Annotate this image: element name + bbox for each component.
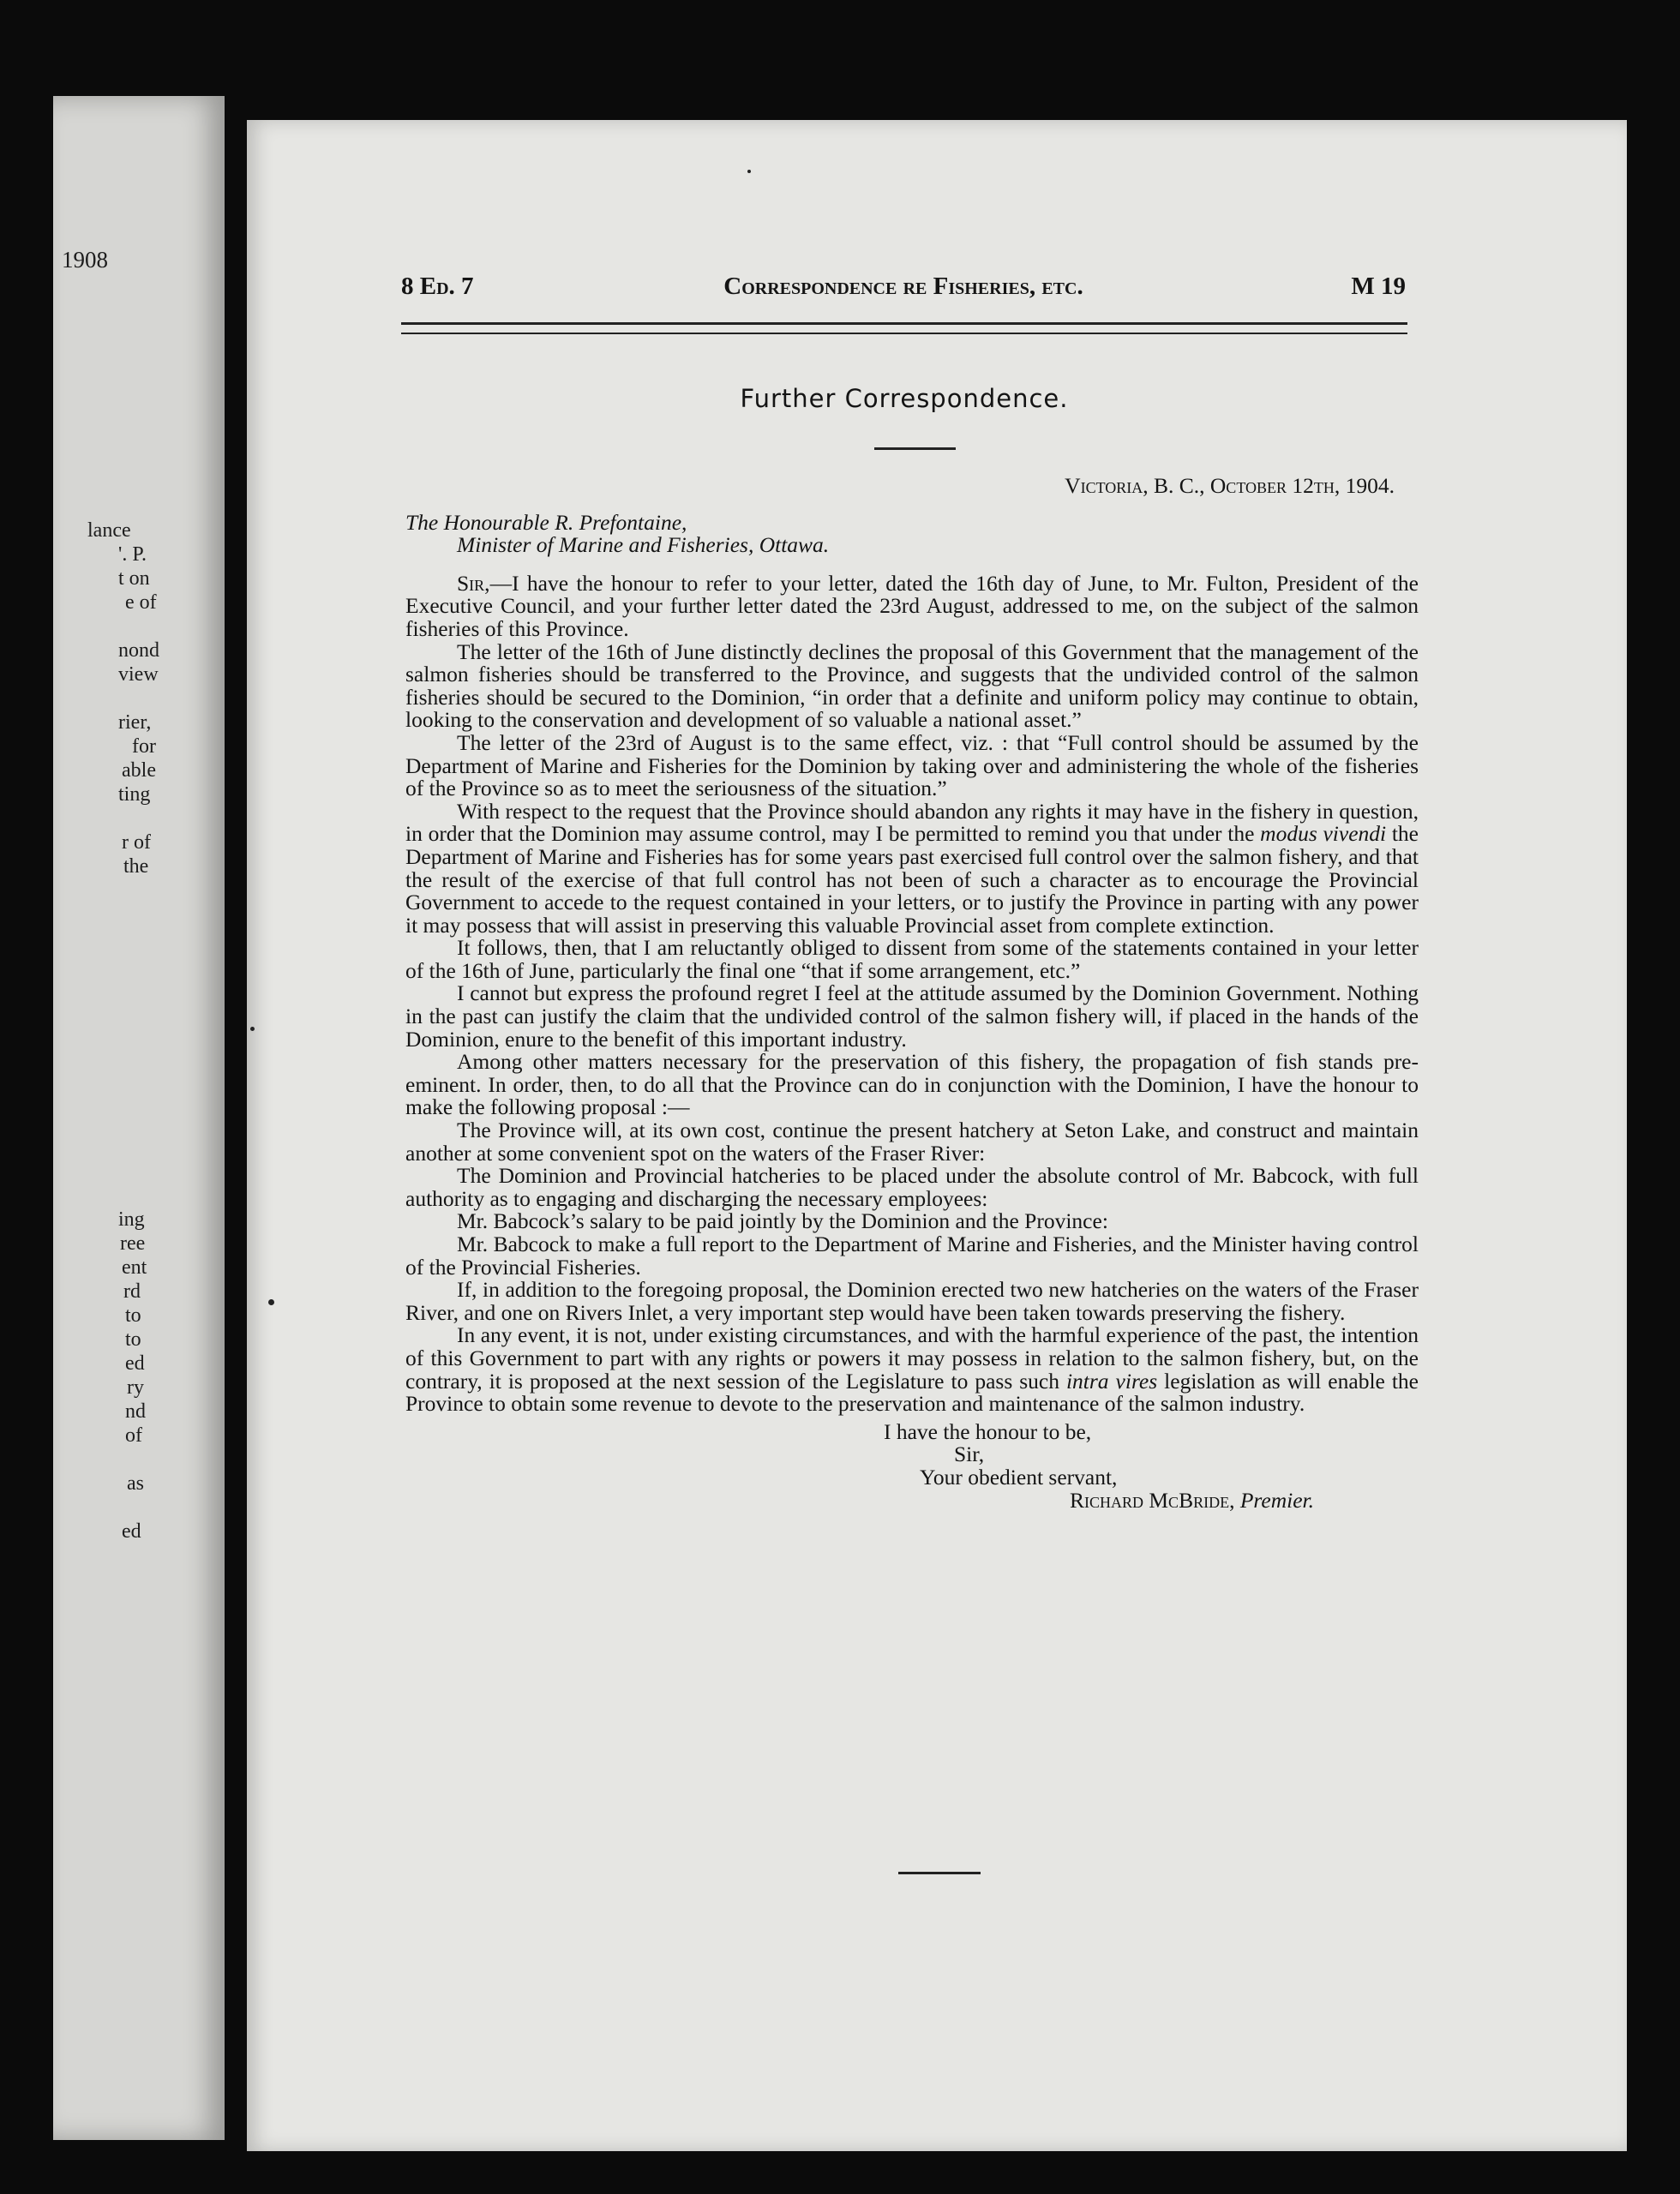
paper-speck xyxy=(747,170,751,173)
addressee-title: Minister of Marine and Fisheries, Ottawa. xyxy=(457,532,830,558)
end-rule xyxy=(898,1872,981,1874)
previous-page-fragment: '. P. xyxy=(118,543,147,566)
previous-page-fragment: ry xyxy=(127,1376,144,1399)
paragraph: Among other matters necessary for the preservation of this fishery, the propagation of fish stands pre-eminent. In order, then, to do all that the Province can do in conjunction with the Dominion, I have the honour to make the following proposal :— xyxy=(405,1049,1419,1120)
previous-page-fragment: for xyxy=(132,735,156,758)
paragraph-text: legislation as will enable the Province to obtain some revenue to devote to the preservation and maintenance of the salmon industry. xyxy=(405,1368,1419,1417)
closing-line: Sir, xyxy=(954,1442,985,1467)
paragraph: Mr. Babcock’s salary to be paid jointly by the Dominion and the Province: xyxy=(457,1208,1108,1234)
paragraph: The Province will, at its own cost, continue the present hatchery at Seton Lake, and construct and maintain another at some convenient spot on the waters of the Fraser River: xyxy=(405,1118,1419,1166)
paragraph xyxy=(405,1324,1419,1415)
title-rule xyxy=(874,447,956,450)
paper-speck xyxy=(268,1299,274,1305)
previous-page-fragment: able xyxy=(122,759,156,782)
paragraph: The letter of the 16th of June distinctly declines the proposal of this Government that the management of the salmon fisheries should be transferred to the Province, and suggests that the undivided control of the salmon fisheries should be secured to the Dominion, “in order that a definite and uniform policy may continue to obtain, looking to the conservation and development of so valuable a national asset.” xyxy=(405,638,1419,733)
running-head-title: Correspondence re Fisheries, etc. xyxy=(723,273,1083,300)
paper-speck xyxy=(250,1027,255,1031)
signer-name: Richard McBride, xyxy=(1070,1487,1235,1513)
previous-page-fragment: ed xyxy=(125,1352,145,1375)
previous-page-fragment: ree xyxy=(120,1232,146,1255)
previous-page-fragment: ed xyxy=(122,1520,141,1543)
previous-page-fragment: lance xyxy=(87,519,131,542)
paragraph-text: In any event, it is not, under existing circumstances, and with the harmful experience of the past, the intention of this Government to part with any rights or powers it may possess in relation to the salmon fishery, but, on the contrary, it is proposed at the next session of the Legislature to pass such xyxy=(405,1322,1419,1394)
signer-title: Premier. xyxy=(1239,1487,1314,1513)
previous-page-fragment: to xyxy=(125,1328,141,1351)
document-page xyxy=(247,120,1627,2151)
running-head-page-number: M 19 xyxy=(1351,273,1406,300)
signature-line xyxy=(405,1487,1419,1513)
previous-page-fragment: e of xyxy=(125,591,157,614)
closing-line: I have the honour to be, xyxy=(884,1418,1092,1444)
letter-body xyxy=(405,475,1419,1512)
previous-page-fragment: to xyxy=(125,1304,141,1327)
previous-page-fragment: nond xyxy=(118,639,159,662)
italic-phrase: intra vires xyxy=(1065,1368,1158,1394)
dateline: Victoria, B. C., October 12th, 1904. xyxy=(1065,473,1395,498)
paragraph xyxy=(405,572,1419,641)
paragraph-text: With respect to the request that the Province should abandon any rights it may have in the fishery in question, in order that the Dominion may assume control, may I be permitted to remind you that under the xyxy=(405,798,1419,847)
previous-page-fragment: t on xyxy=(118,567,150,590)
paragraph: I cannot but express the profound regret I feel at the attitude assumed by the Dominion Government. Nothing in the past can justify the claim that the undivided control of the salmon fishery will, if placed in the hands of the Dominion, enure to the benefit of this important industry. xyxy=(405,980,1419,1052)
salutation: Sir, xyxy=(457,570,490,596)
addressee-name: The Honourable R. Prefontaine, xyxy=(405,509,687,535)
previous-page-fragment: rd xyxy=(123,1280,141,1303)
paragraph-text: —I have the honour to refer to your letter, dated the 16th day of June, to Mr. Fulton, President of the Executive Council, and your further letter dated the 23rd August, addressed to me, on the subject of the salmon fisheries of this Province. xyxy=(405,570,1419,641)
previous-page-fragment: ing xyxy=(118,1208,145,1231)
paragraph xyxy=(405,800,1419,938)
paragraph: Mr. Babcock to make a full report to the Department of Marine and Fisheries, and the Minister having control of the Provincial Fisheries. xyxy=(405,1232,1419,1280)
section-title: Further Correspondence. xyxy=(740,384,1069,413)
closing-line: Your obedient servant, xyxy=(920,1464,1118,1490)
previous-page-fragment: the xyxy=(123,855,149,878)
previous-page-edge xyxy=(53,96,225,2140)
previous-page-fragment: nd xyxy=(125,1400,146,1423)
previous-page-fragment: as xyxy=(127,1472,144,1495)
italic-phrase: modus vivendi xyxy=(1260,821,1387,847)
previous-page-fragment: r of xyxy=(122,831,151,854)
header-double-rule xyxy=(401,322,1407,334)
previous-page-fragment: view xyxy=(118,663,159,686)
running-head-volume: 8 Ed. 7 xyxy=(401,273,474,300)
previous-page-fragment: rier, xyxy=(118,711,152,734)
paragraph: The Dominion and Provincial hatcheries to be placed under the absolute control of Mr. Babcock, with full authority as to engaging and discharging the necessary employees: xyxy=(405,1163,1419,1211)
previous-page-fragment: ent xyxy=(122,1256,147,1279)
paragraph: If, in addition to the foregoing proposal, the Dominion erected two new hatcheries on the waters of the Fraser River, and one on Rivers Inlet, a very important step would have been taken towards preserving the fishery. xyxy=(405,1277,1419,1325)
paragraph-text: the Department of Marine and Fisheries has for some years past exercised full control over the salmon fishery, and that the result of the exercise of that full control has not been of such a character as to encourage the Provincial Government to accede to the request contained in your letters, or to justify the Province in parting with any power it may possess that will assist in preserving this valuable Provincial asset from complete extinction. xyxy=(405,821,1419,938)
paragraph: The letter of the 23rd of August is to the same effect, viz. : that “Full control should be assumed by the Department of Marine and Fisheries for the Dominion by taking over and administering the whole of the fisheries of the Province so as to meet the seriousness of the situation.” xyxy=(405,729,1419,801)
running-head xyxy=(401,273,1406,307)
previous-page-fragment: ting xyxy=(118,783,151,806)
paragraph: It follows, then, that I am reluctantly obliged to dissent from some of the statements contained in your letter of the 16th of June, particularly the final one “that if some arrangement, etc.” xyxy=(405,935,1419,983)
previous-page-fragment: of xyxy=(125,1424,142,1447)
previous-page-year: 1908 xyxy=(62,247,108,273)
